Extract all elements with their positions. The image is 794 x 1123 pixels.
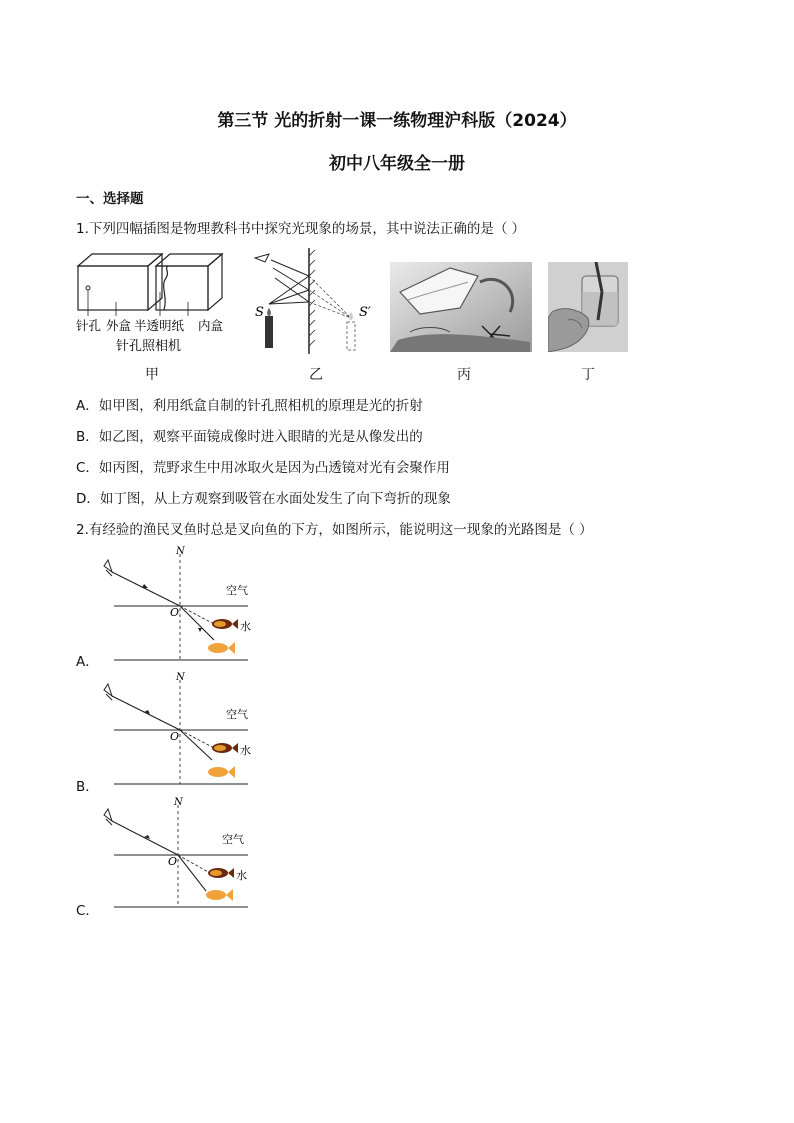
- q2-option-c-label: C．: [76, 903, 99, 919]
- eye-icon: [104, 684, 112, 700]
- paper-label: 半透明纸: [134, 318, 185, 333]
- q1-option-a: A．如甲图，利用纸盒自制的针孔照相机的原理是光的折射: [76, 398, 423, 414]
- figure-caption-bing: 丙: [457, 367, 471, 383]
- svg-text:N: N: [174, 797, 183, 808]
- inner-box-label: 内盒: [198, 318, 224, 333]
- q2-diagram-c: [98, 795, 258, 915]
- q1-option-d: D．如丁图，从上方观察到吸管在水面处发生了向下弯折的现象: [76, 491, 451, 507]
- pinhole-camera-caption: 针孔照相机: [116, 339, 182, 354]
- svg-text:空气: 空气: [226, 708, 248, 721]
- section-heading: 一、选择题: [76, 191, 144, 207]
- fish-image-icon: [208, 868, 234, 878]
- eye-icon: [104, 560, 112, 576]
- svg-text:空气: 空气: [222, 833, 244, 846]
- fish-icon: [208, 766, 235, 778]
- svg-text:O: O: [170, 606, 180, 619]
- image-label: S′: [359, 305, 371, 320]
- svg-text:N: N: [176, 672, 185, 683]
- fish-image-icon: [212, 619, 238, 629]
- plane-mirror-figure: [253, 246, 383, 356]
- svg-text:水: 水: [240, 744, 251, 757]
- q2-diagram-b: [98, 670, 258, 790]
- pinhole-camera-figure: [76, 252, 236, 362]
- q2-option-b-label: B．: [76, 779, 99, 795]
- svg-text:N: N: [176, 546, 185, 557]
- q1-option-b: B．如乙图，观察平面镜成像时进入眼睛的光是从像发出的: [76, 429, 423, 445]
- figure-caption-yi: 乙: [309, 367, 323, 383]
- pinhole-label: 针孔: [76, 318, 102, 333]
- q2-option-a-label: A．: [76, 654, 99, 670]
- question-1-stem: 1.下列四幅插图是物理教科书中探究光现象的场景，其中说法正确的是（ ）: [76, 221, 526, 237]
- svg-text:水: 水: [240, 620, 251, 633]
- q1-option-c: C．如丙图，荒野求生中用冰取火是因为凸透镜对光有会聚作用: [76, 460, 450, 476]
- page-subtitle: 初中八年级全一册: [329, 154, 465, 174]
- page-title: 第三节 光的折射一课一练物理沪科版（2024）: [217, 111, 577, 131]
- eye-icon: [255, 254, 269, 262]
- svg-text:水: 水: [236, 869, 247, 882]
- eye-icon: [104, 809, 112, 825]
- figure-caption-ding: 丁: [581, 367, 595, 383]
- svg-text:O: O: [170, 730, 180, 743]
- figure-caption-jia: 甲: [145, 367, 159, 383]
- straw-in-water-photo: [548, 262, 628, 352]
- source-label: S: [255, 305, 264, 320]
- svg-text:空气: 空气: [226, 584, 248, 597]
- svg-text:O: O: [168, 855, 178, 868]
- outer-box-label: 外盒: [106, 318, 132, 333]
- question-2-stem: 2.有经验的渔民叉鱼时总是叉向鱼的下方，如图所示，能说明这一现象的光路图是（ ）: [76, 522, 593, 538]
- fish-icon: [208, 642, 235, 654]
- fish-icon: [206, 889, 233, 901]
- q2-diagram-a: [98, 544, 258, 664]
- fish-image-icon: [212, 743, 238, 753]
- ice-lens-photo: [390, 262, 532, 352]
